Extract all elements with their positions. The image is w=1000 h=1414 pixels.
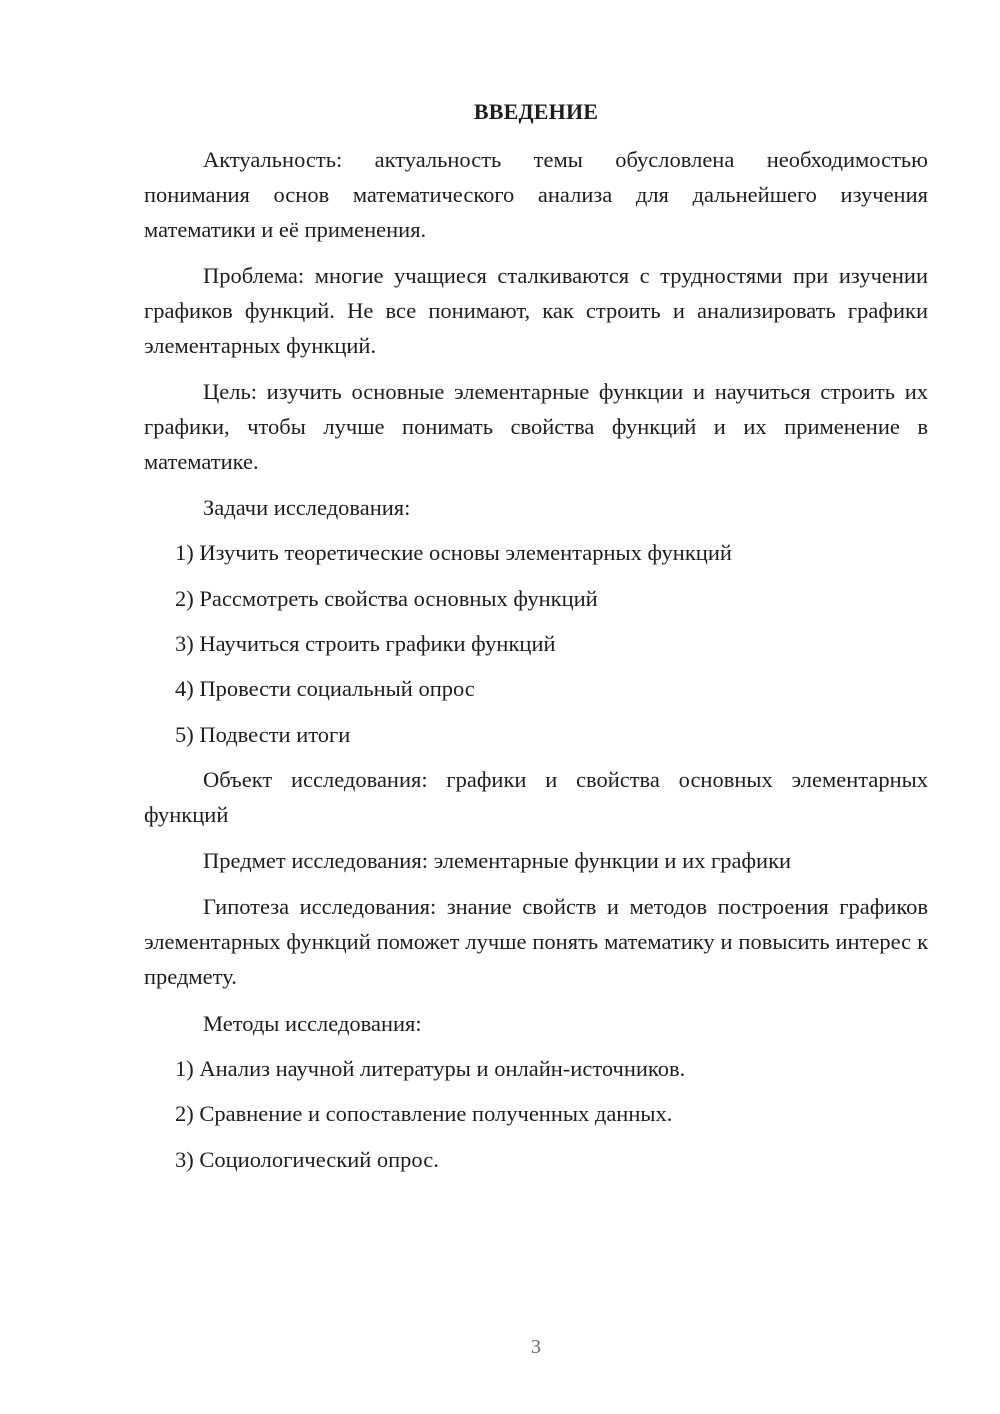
method-item: 3) Социологический опрос. (175, 1147, 439, 1172)
task-item: 3) Научиться строить графики функций (175, 631, 556, 656)
paragraph-object: Объект исследования: графики и свойства основных элементарных функций (144, 767, 928, 827)
page-number: 3 (531, 1336, 541, 1358)
task-item: 4) Провести социальный опрос (175, 676, 475, 701)
paragraph-hypothesis: Гипотеза исследования: знание свойств и методов построения графиков элементарных функций поможет лучше понять математику и повысить интерес к предмету. (144, 894, 928, 989)
task-item: 1) Изучить теоретические основы элементарных функций (175, 540, 732, 565)
paragraph-goal: Цель: изучить основные элементарные функции и научиться строить их графики, чтобы лучше понимать свойства функций и их применение в математике. (144, 379, 928, 474)
task-item: 2) Рассмотреть свойства основных функций (175, 586, 598, 611)
method-item: 1) Анализ научной литературы и онлайн-источников. (175, 1056, 686, 1081)
paragraph-problem: Проблема: многие учащиеся сталкиваются с трудностями при изучении графиков функций. Не все понимают, как строить и анализировать графики элементарных функций. (144, 263, 928, 358)
method-item: 2) Сравнение и сопоставление полученных данных. (175, 1101, 673, 1126)
paragraph-relevance: Актуальность: актуальность темы обусловлена необходимостью понимания основ математического анализа для дальнейшего изучения математики и её применения. (144, 147, 928, 242)
task-item: 5) Подвести итоги (175, 722, 351, 747)
paragraph-methods-intro: Методы исследования: (203, 1011, 422, 1036)
paragraph-subject: Предмет исследования: элементарные функции и их графики (203, 848, 792, 873)
paragraph-tasks-intro: Задачи исследования: (203, 495, 411, 520)
section-heading: ВВЕДЕНИЕ (473, 99, 599, 124)
